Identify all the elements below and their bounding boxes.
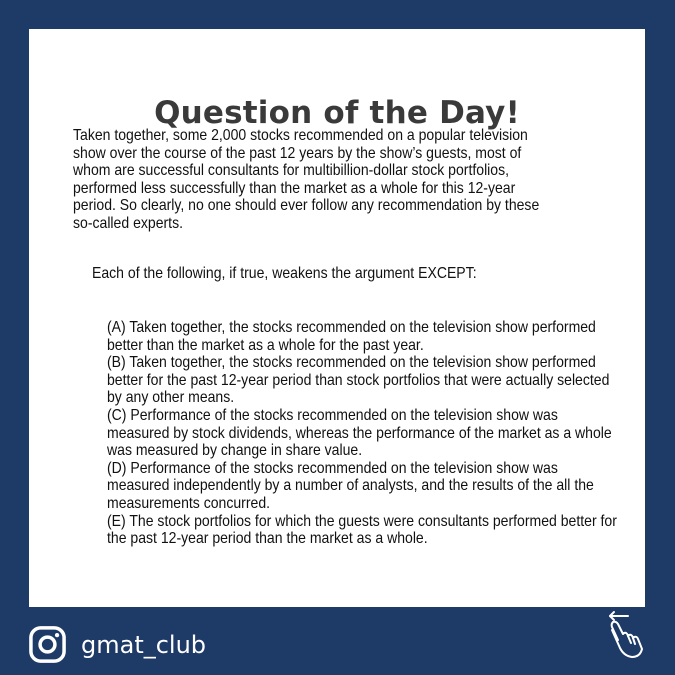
answer-option-d: (D) Performance of the stocks recommended on the television show was measured independently by a number of analysts, and the results of the all the measurements concurred.	[107, 459, 594, 512]
swipe-hand-icon	[598, 608, 648, 664]
instagram-icon	[28, 625, 67, 664]
answer-option-c: (C) Performance of the stocks recommended on the television show was measured by stock dividends, whereas the performance of the market as a whole was measured by change in share value.	[107, 406, 612, 460]
question-stem: Each of the following, if true, weakens the argument EXCEPT:	[92, 265, 477, 282]
social-handle[interactable]	[28, 625, 206, 664]
question-passage: Taken together, some 2,000 stocks recommended on a popular television show over the course of the past 12 years by the show’s guests, most of whom are successful consultants for multibillion-dollar stock portfolios, performed less successfully than the market as a whole for this 12-year period. So clearly, no one should ever follow any recommendation by these so-called experts.	[73, 127, 540, 232]
answer-option-e: (E) The stock portfolios for which the guests were consultants performed better for the past 12-year period than the market as a whole.	[107, 512, 617, 548]
answer-option-b: (B) Taken together, the stocks recommended on the television show performed better for the past 12-year period than stock portfolios that were actually selected by any other means.	[107, 354, 610, 407]
page-title: Question of the Day!	[154, 95, 520, 131]
answer-options	[107, 319, 618, 548]
question-card	[29, 29, 645, 607]
handle-text: gmat_club	[81, 630, 207, 659]
answer-option-a: (A) Taken together, the stocks recommended on the television show performed better than the market as a whole for the past year.	[107, 319, 596, 354]
